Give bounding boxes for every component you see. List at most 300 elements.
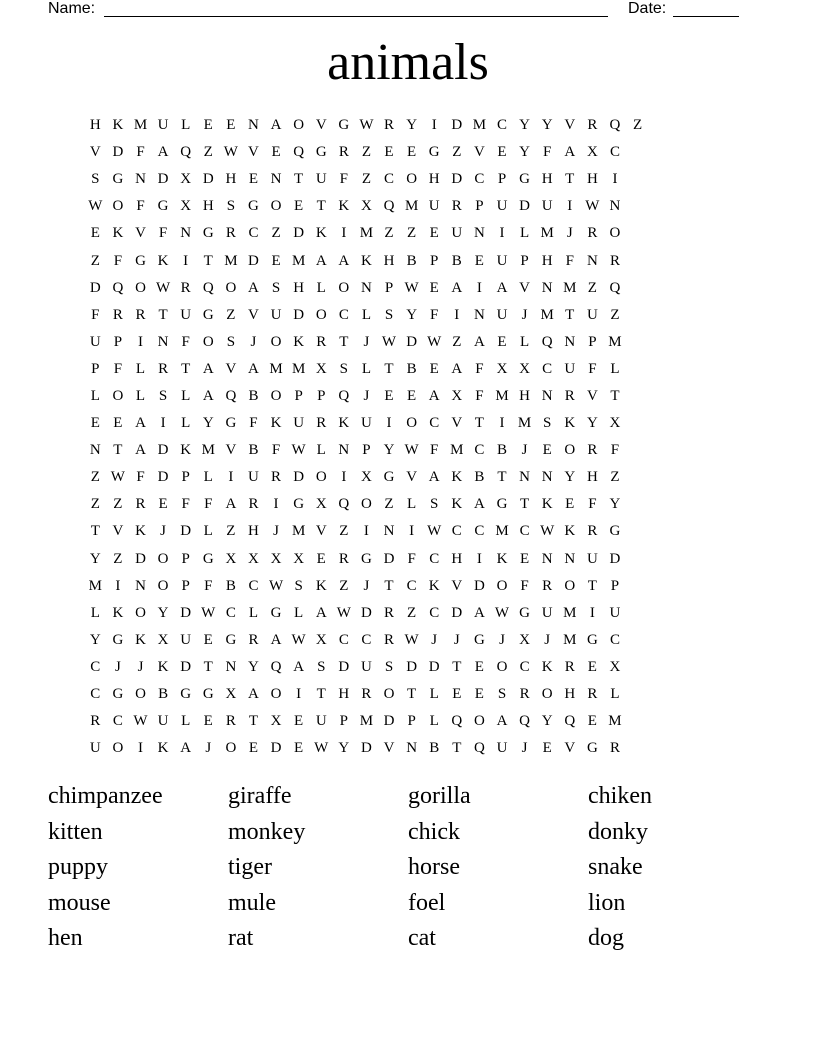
grid-cell: P xyxy=(181,469,190,486)
grid-cell: C xyxy=(248,577,259,594)
grid-cell: Y xyxy=(564,469,576,486)
grid-cell: R xyxy=(384,631,395,648)
word-list-item: rat xyxy=(228,925,254,952)
grid-cell: D xyxy=(361,604,372,621)
grid-cell: D xyxy=(157,469,169,486)
grid-cell: O xyxy=(383,686,395,703)
grid-cell: R xyxy=(338,144,349,161)
grid-cell: A xyxy=(338,252,350,269)
grid-cell: D xyxy=(89,279,101,296)
grid-cell: P xyxy=(317,387,326,404)
grid-cell: S xyxy=(294,577,303,594)
grid-cell: A xyxy=(248,360,259,377)
grid-cell: L xyxy=(181,117,191,134)
grid-cell: Z xyxy=(90,496,100,513)
grid-cell: I xyxy=(160,415,166,432)
grid-cell: J xyxy=(114,658,121,675)
grid-row xyxy=(84,600,649,627)
grid-cell: I xyxy=(431,117,437,134)
grid-cell: U xyxy=(270,306,282,323)
grid-cell: X xyxy=(180,171,192,188)
grid-cell: O xyxy=(473,713,485,730)
grid-cell: G xyxy=(225,415,237,432)
grid-cell: N xyxy=(564,550,576,567)
grid-cell: V xyxy=(315,523,327,540)
grid-cell: C xyxy=(90,658,101,675)
grid-cell: L xyxy=(316,279,326,296)
grid-cell: K xyxy=(361,252,372,269)
grid-cell: A xyxy=(270,117,282,134)
grid-cell: V xyxy=(451,577,463,594)
grid-cell: Z xyxy=(339,523,349,540)
grid-cell: I xyxy=(183,252,189,269)
grid-cell: K xyxy=(112,604,124,621)
grid-cell: V xyxy=(383,740,395,757)
grid-cell: J xyxy=(544,631,551,648)
word-list-item: foel xyxy=(408,889,446,916)
grid-cell: C xyxy=(609,631,620,648)
grid-cell: H xyxy=(586,469,598,486)
grid-cell: K xyxy=(157,658,169,675)
grid-cell: X xyxy=(496,360,508,377)
grid-cell: E xyxy=(429,360,439,377)
grid-cell: O xyxy=(112,198,124,215)
grid-cell: C xyxy=(338,306,349,323)
grid-cell: G xyxy=(112,171,124,188)
grid-cell: A xyxy=(225,496,237,513)
grid-row xyxy=(84,410,649,437)
grid-cell: F xyxy=(407,550,416,567)
grid-row xyxy=(84,166,649,193)
grid-cell: I xyxy=(296,686,302,703)
grid-cell: G xyxy=(519,604,530,621)
grid-cell: E xyxy=(203,117,213,134)
grid-cell: X xyxy=(519,360,530,377)
grid-cell: X xyxy=(315,496,327,513)
grid-cell: C xyxy=(496,117,507,134)
grid-cell: R xyxy=(587,442,598,459)
grid-cell: P xyxy=(181,577,190,594)
grid-cell: B xyxy=(474,469,485,486)
grid-cell: D xyxy=(406,658,418,675)
grid-cell: A xyxy=(473,496,485,513)
grid-cell: J xyxy=(273,523,279,540)
grid-cell: T xyxy=(384,577,394,594)
grid-cell: L xyxy=(610,360,620,377)
grid-cell: W xyxy=(268,577,284,594)
grid-cell: L xyxy=(90,604,100,621)
grid-cell: Y xyxy=(89,631,101,648)
grid-cell: K xyxy=(293,333,305,350)
grid-cell: H xyxy=(248,523,259,540)
grid-cell: A xyxy=(496,713,508,730)
grid-cell: W xyxy=(585,198,600,215)
grid-cell: R xyxy=(451,198,462,215)
grid-cell: S xyxy=(226,198,236,215)
grid-cell: Y xyxy=(406,117,418,134)
grid-cell: M xyxy=(404,198,419,215)
grid-cell: N xyxy=(473,306,485,323)
grid-cell: Z xyxy=(384,496,394,513)
grid-cell: R xyxy=(112,306,123,323)
grid-row xyxy=(84,275,649,302)
grid-cell: A xyxy=(270,631,282,648)
grid-cell: E xyxy=(203,713,213,730)
grid-cell: T xyxy=(610,387,620,404)
grid-cell: P xyxy=(430,252,439,269)
grid-cell: T xyxy=(407,686,417,703)
grid-cell: P xyxy=(520,252,529,269)
grid-cell: Q xyxy=(609,117,621,134)
grid-cell: A xyxy=(451,279,463,296)
grid-cell: Y xyxy=(609,496,621,513)
grid-cell: J xyxy=(250,333,257,350)
grid-cell: E xyxy=(497,333,507,350)
grid-cell: L xyxy=(316,442,326,459)
grid-cell: B xyxy=(451,252,462,269)
grid-cell: A xyxy=(157,144,169,161)
grid-cell: R xyxy=(564,387,575,404)
grid-cell: M xyxy=(563,279,577,296)
grid-cell: G xyxy=(202,306,214,323)
grid-cell: I xyxy=(273,496,279,513)
grid-row xyxy=(84,329,649,356)
grid-cell: C xyxy=(338,631,349,648)
grid-cell: O xyxy=(225,279,237,296)
grid-cell: Z xyxy=(632,117,643,134)
grid-cell: G xyxy=(270,604,282,621)
grid-cell: I xyxy=(228,469,234,486)
grid-cell: W xyxy=(110,469,125,486)
grid-cell: O xyxy=(496,658,508,675)
grid-cell: A xyxy=(473,333,485,350)
date-field-line[interactable] xyxy=(673,16,739,17)
grid-cell: F xyxy=(543,144,552,161)
grid-cell: R xyxy=(587,523,598,540)
grid-cell: M xyxy=(359,225,374,242)
grid-cell: V xyxy=(248,144,259,161)
grid-cell: R xyxy=(542,577,553,594)
word-list-item: donky xyxy=(588,818,648,845)
grid-cell: E xyxy=(542,740,552,757)
grid-cell: D xyxy=(180,523,192,540)
grid-cell: K xyxy=(564,415,576,432)
grid-cell: K xyxy=(541,496,553,513)
grid-row xyxy=(84,139,649,166)
grid-cell: E xyxy=(203,631,213,648)
grid-cell: D xyxy=(293,225,305,242)
grid-cell: E xyxy=(542,442,552,459)
grid-cell: X xyxy=(157,631,169,648)
grid-cell: L xyxy=(181,713,191,730)
grid-cell: O xyxy=(270,333,282,350)
grid-cell: Y xyxy=(541,117,553,134)
grid-row xyxy=(84,627,649,654)
grid-cell: N xyxy=(135,171,146,188)
grid-cell: A xyxy=(248,686,259,703)
grid-cell: O xyxy=(406,415,418,432)
grid-row xyxy=(84,491,649,518)
grid-cell: F xyxy=(430,442,439,459)
grid-cell: E xyxy=(407,387,417,404)
grid-cell: R xyxy=(316,333,327,350)
grid-cell: Y xyxy=(157,604,169,621)
grid-cell: I xyxy=(137,740,143,757)
grid-cell: C xyxy=(609,144,620,161)
grid-cell: R xyxy=(158,360,169,377)
grid-cell: E xyxy=(587,658,597,675)
grid-cell: W xyxy=(291,631,306,648)
grid-cell: R xyxy=(587,117,598,134)
grid-cell: V xyxy=(248,306,259,323)
grid-cell: X xyxy=(519,631,530,648)
grid-cell: C xyxy=(429,415,440,432)
grid-cell: E xyxy=(316,550,326,567)
grid-cell: W xyxy=(404,631,419,648)
grid-cell: F xyxy=(91,306,100,323)
grid-cell: V xyxy=(315,117,327,134)
grid-cell: R xyxy=(225,225,236,242)
grid-cell: N xyxy=(541,550,553,567)
grid-cell: C xyxy=(429,550,440,567)
grid-cell: J xyxy=(205,740,212,757)
grid-cell: W xyxy=(404,442,419,459)
header xyxy=(48,0,748,20)
grid-cell: D xyxy=(293,306,305,323)
grid-cell: B xyxy=(248,442,259,459)
grid-cell: W xyxy=(494,604,510,621)
grid-cell: K xyxy=(541,658,553,675)
word-list-item: puppy xyxy=(48,854,108,881)
grid-cell: F xyxy=(588,496,597,513)
grid-cell: H xyxy=(428,171,440,188)
grid-cell: K xyxy=(180,442,192,459)
grid-cell: V xyxy=(406,469,418,486)
grid-cell: W xyxy=(201,604,216,621)
grid-cell: W xyxy=(427,523,442,540)
grid-cell: M xyxy=(201,442,215,459)
grid-cell: Q xyxy=(202,279,214,296)
grid-cell: L xyxy=(519,225,530,242)
grid-cell: E xyxy=(474,658,484,675)
grid-cell: O xyxy=(135,279,146,296)
grid-cell: S xyxy=(158,387,168,404)
grid-cell: L xyxy=(361,360,371,377)
grid-cell: I xyxy=(363,523,369,540)
grid-cell: M xyxy=(269,360,283,377)
grid-cell: X xyxy=(451,387,463,404)
grid-cell: C xyxy=(474,442,485,459)
grid-cell: S xyxy=(226,333,236,350)
grid-cell: C xyxy=(451,523,462,540)
grid-cell: V xyxy=(564,740,576,757)
grid-cell: G xyxy=(112,686,124,703)
grid-cell: D xyxy=(157,442,169,459)
grid-row xyxy=(84,302,649,329)
grid-cell: J xyxy=(363,577,370,594)
grid-row xyxy=(84,437,649,464)
grid-cell: D xyxy=(473,577,485,594)
grid-cell: Z xyxy=(113,496,123,513)
grid-cell: R xyxy=(225,713,236,730)
grid-cell: Q xyxy=(519,713,530,730)
grid-cell: P xyxy=(113,333,123,350)
grid-cell: U xyxy=(541,604,553,621)
grid-cell: J xyxy=(521,740,528,757)
grid-cell: M xyxy=(133,117,148,134)
grid-cell: D xyxy=(180,658,192,675)
grid-cell: Q xyxy=(180,144,192,161)
grid-cell: Q xyxy=(564,713,576,730)
grid-cell: C xyxy=(248,225,259,242)
grid-cell: G xyxy=(248,198,259,215)
word-list-item: cat xyxy=(408,925,436,952)
name-field-line[interactable] xyxy=(104,16,608,17)
grid-cell: E xyxy=(90,225,100,242)
grid-cell: A xyxy=(428,469,440,486)
grid-cell: O xyxy=(609,225,621,242)
grid-cell: S xyxy=(543,415,552,432)
grid-cell: P xyxy=(384,279,394,296)
grid-cell: H xyxy=(586,171,598,188)
grid-cell: A xyxy=(564,144,576,161)
grid-cell: H xyxy=(541,252,553,269)
word-list-item: mule xyxy=(228,889,276,916)
grid-cell: T xyxy=(452,658,462,675)
grid-cell: I xyxy=(589,604,595,621)
word-list-item: snake xyxy=(588,854,643,881)
grid-cell: H xyxy=(225,171,237,188)
grid-cell: S xyxy=(384,658,394,675)
grid-cell: D xyxy=(406,333,418,350)
grid-cell: N xyxy=(89,442,101,459)
grid-cell: P xyxy=(362,442,371,459)
grid-cell: D xyxy=(451,117,463,134)
grid-row xyxy=(84,356,649,383)
grid-cell: T xyxy=(181,360,191,377)
grid-cell: V xyxy=(451,415,463,432)
grid-cell: T xyxy=(519,496,530,513)
grid-cell: Q xyxy=(270,658,282,675)
grid-cell: Y xyxy=(586,415,598,432)
grid-cell: U xyxy=(361,415,372,432)
grid-cell: T xyxy=(587,577,597,594)
grid-cell: A xyxy=(135,442,146,459)
grid-cell: L xyxy=(610,686,620,703)
grid-cell: U xyxy=(564,360,576,377)
grid-cell: X xyxy=(315,631,327,648)
grid-cell: F xyxy=(430,306,439,323)
grid-cell: R xyxy=(271,469,282,486)
grid-row xyxy=(84,573,649,600)
grid-cell: J xyxy=(363,333,370,350)
grid-cell: U xyxy=(428,198,440,215)
grid-cell: M xyxy=(291,252,306,269)
grid-cell: S xyxy=(497,686,507,703)
grid-cell: A xyxy=(315,604,327,621)
grid-cell: L xyxy=(407,496,417,513)
grid-cell: E xyxy=(384,144,394,161)
grid-cell: G xyxy=(519,171,530,188)
grid-cell: A xyxy=(451,360,463,377)
grid-cell: M xyxy=(291,360,306,377)
grid-cell: D xyxy=(248,252,259,269)
grid-cell: U xyxy=(609,604,621,621)
grid-cell: W xyxy=(427,333,442,350)
grid-row xyxy=(84,247,649,274)
grid-cell: Q xyxy=(293,144,305,161)
grid-cell: V xyxy=(225,442,237,459)
grid-cell: H xyxy=(202,198,214,215)
grid-cell: O xyxy=(406,171,418,188)
grid-cell: R xyxy=(316,415,327,432)
grid-cell: A xyxy=(135,415,146,432)
grid-cell: O xyxy=(112,387,124,404)
grid-cell: V xyxy=(225,360,237,377)
grid-cell: Z xyxy=(610,306,620,323)
grid-cell: P xyxy=(91,360,100,377)
grid-cell: K xyxy=(112,117,124,134)
grid-cell: K xyxy=(135,631,146,648)
grid-cell: J xyxy=(521,442,528,459)
grid-cell: U xyxy=(89,333,101,350)
grid-cell: M xyxy=(540,306,554,323)
grid-cell: M xyxy=(224,252,238,269)
grid-cell: Y xyxy=(338,740,350,757)
grid-cell: G xyxy=(202,550,214,567)
grid-cell: O xyxy=(270,198,282,215)
grid-cell: H xyxy=(383,252,395,269)
grid-cell: Q xyxy=(609,279,621,296)
grid-cell: C xyxy=(225,604,236,621)
grid-row xyxy=(84,735,649,762)
grid-cell: R xyxy=(90,713,101,730)
grid-cell: D xyxy=(383,713,395,730)
grid-cell: P xyxy=(294,387,303,404)
grid-cell: J xyxy=(431,631,438,648)
grid-cell: F xyxy=(249,415,258,432)
grid-cell: L xyxy=(203,469,213,486)
grid-cell: C xyxy=(90,686,101,703)
grid-cell: T xyxy=(113,442,123,459)
grid-cell: B xyxy=(158,686,169,703)
grid-cell: Z xyxy=(361,171,371,188)
grid-cell: N xyxy=(609,198,621,215)
grid-cell: K xyxy=(564,523,576,540)
grid-cell: O xyxy=(157,550,169,567)
grid-cell: X xyxy=(315,360,327,377)
grid-cell: F xyxy=(181,496,190,513)
grid-cell: K xyxy=(428,577,440,594)
grid-cell: W xyxy=(223,144,238,161)
grid-cell: W xyxy=(336,604,351,621)
grid-cell: Z xyxy=(452,333,462,350)
grid-cell: R xyxy=(248,496,259,513)
grid-cell: D xyxy=(180,604,192,621)
grid-cell: E xyxy=(158,496,168,513)
grid-cell: O xyxy=(270,686,282,703)
grid-cell: G xyxy=(586,631,598,648)
grid-cell: U xyxy=(496,252,508,269)
grid-cell: K xyxy=(338,415,350,432)
grid-cell: Q xyxy=(112,279,124,296)
grid-cell: Y xyxy=(89,550,101,567)
grid-cell: J xyxy=(453,631,460,648)
grid-cell: I xyxy=(341,225,347,242)
grid-cell: D xyxy=(202,171,214,188)
grid-cell: F xyxy=(181,333,190,350)
grid-cell: P xyxy=(181,550,190,567)
